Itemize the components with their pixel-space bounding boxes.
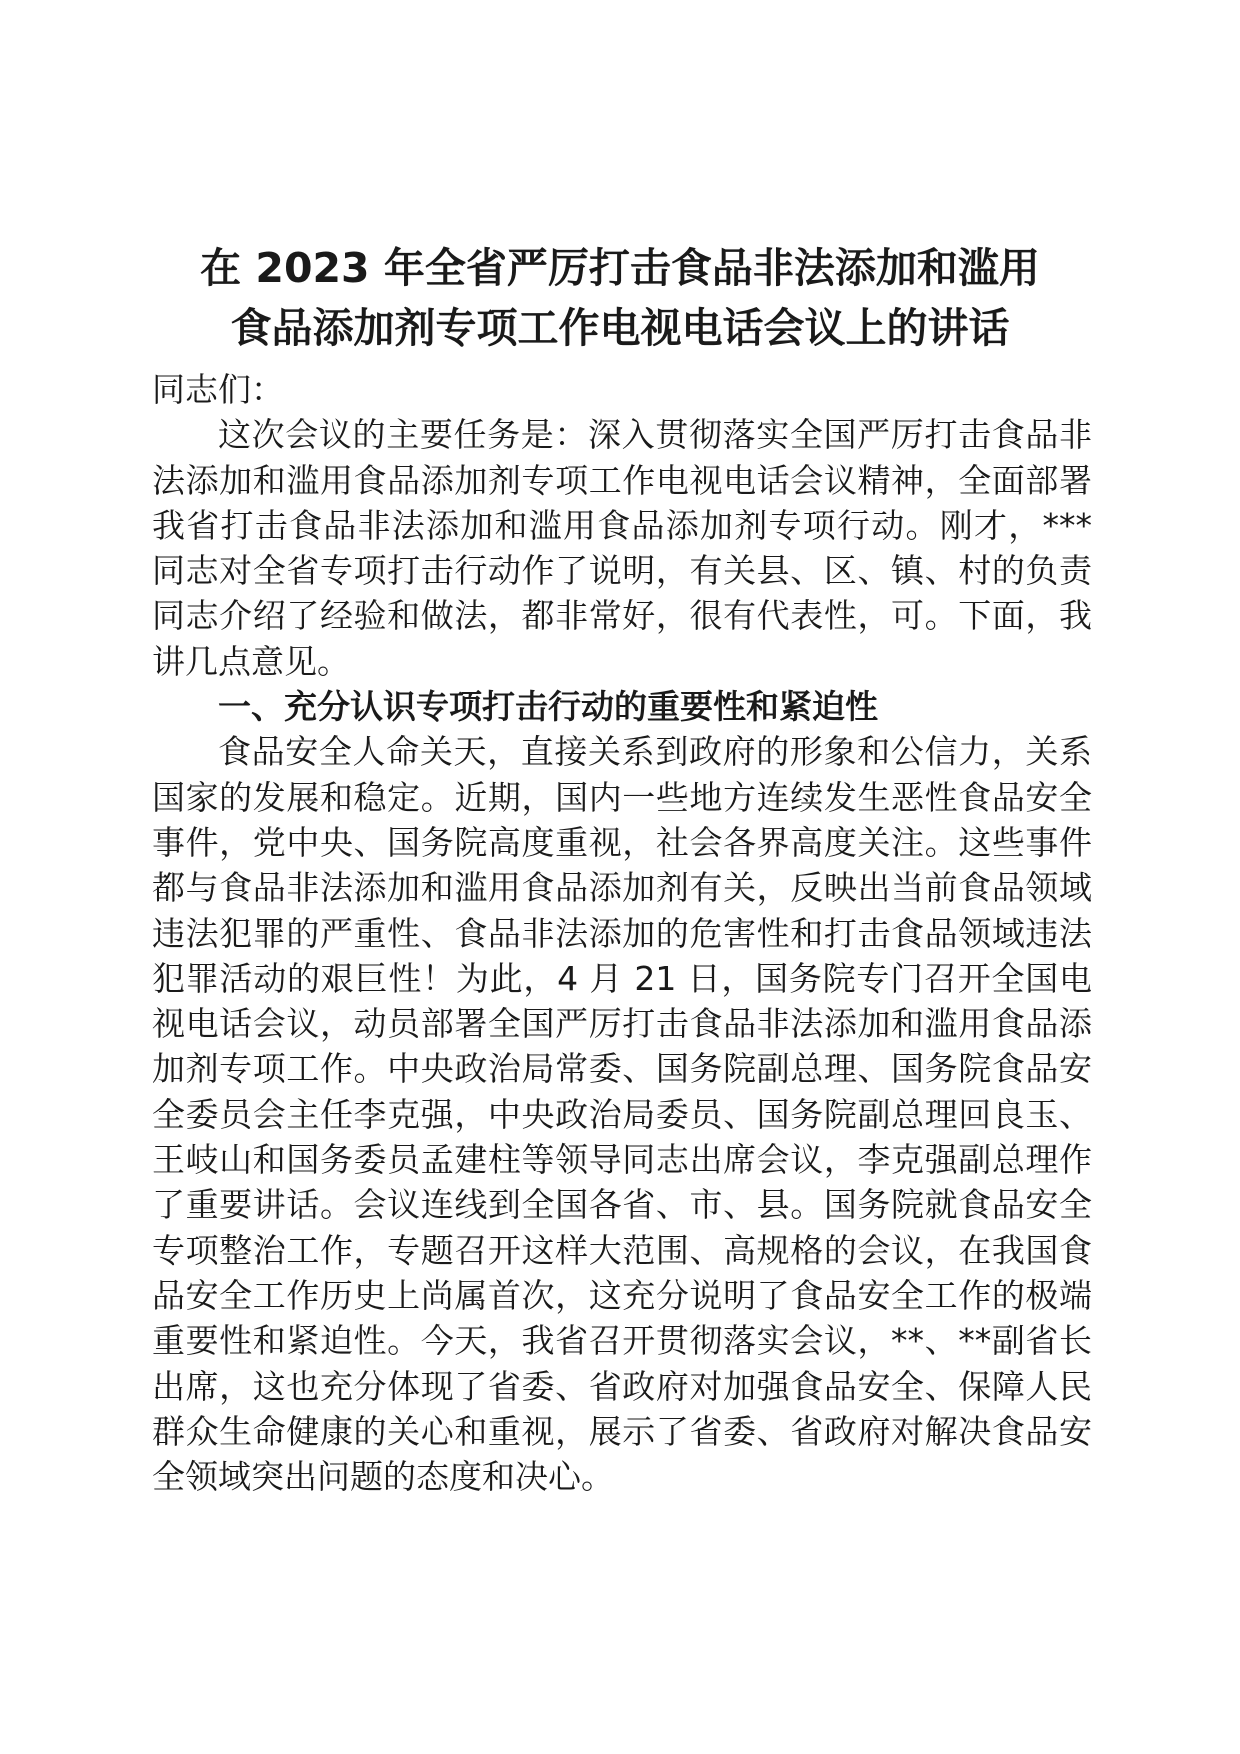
intro-paragraph: 这次会议的主要任务是：深入贯彻落实全国严厉打击食品非法添加和滥用食品添加剂专项工作电视电话会议精神，全面部署我省打击食品非法添加和滥用食品添加剂专项行动。刚才，***同志对全省专项打击行动作了说明，有关县、区、镇、村的负责同志介绍了经验和做法，都非常好，很有代表性，可。下面，我讲几点意见。 bbox=[152, 415, 1092, 681]
section-paragraph: 食品安全人命关天，直接关系到政府的形象和公信力，关系国家的发展和稳定。近期，国内一些地方连续发生恶性食品安全事件，党中央、国务院高度重视，社会各界高度关注。这些事件都与食品非法添加和滥用食品添加剂有关，反映出当前食品领域违法犯罪的严重性、食品非法添加的危害性和打击食品领域违法犯罪活动的艰巨性！为此，4 月 21 日，国务院专门召开全国电视电话会议，动员部署全国严厉打击食品非法添加和滥用食品添加剂专项工作。中央政治局常委、国务院副总理、国务院食品安全委员会主任李克强，中央政治局委员、国务院副总理回良玉、王岐山和国务委员孟建柱等领导同志出席会议，李克强副总理作了重要讲话。会议连线到全国各省、市、县。国务院就食品安全专项整治工作，专题召开这样大范围、高规格的会议，在我国食品安全工作历史上尚属首次，这充分说明了食品安全工作的极端重要性和紧迫性。今天，我省召开贯彻落实会议，**、**副省长出席，这也充分体现了省委、省政府对加强食品安全、保障人民群众生命健康的关心和重视，展示了省委、省政府对解决食品安全领域突出问题的态度和决心。 bbox=[152, 732, 1092, 1497]
title-line-1: 在 2023 年全省严厉打击食品非法添加和滥用 bbox=[200, 244, 1040, 292]
document-title bbox=[140, 238, 1100, 358]
salutation: 同志们： bbox=[152, 370, 284, 409]
title-line-2: 食品添加剂专项工作电视电话会议上的讲话 bbox=[230, 304, 1010, 352]
document-body bbox=[152, 367, 1092, 1499]
section-heading: 一、充分认识专项打击行动的重要性和紧迫性 bbox=[218, 687, 878, 727]
